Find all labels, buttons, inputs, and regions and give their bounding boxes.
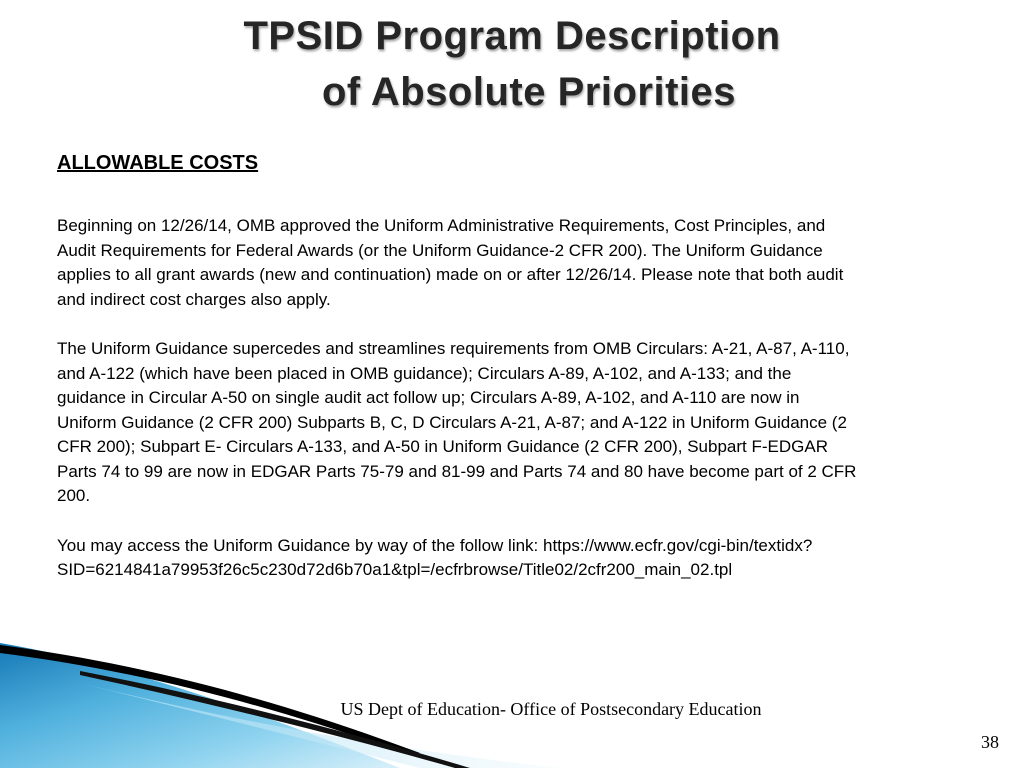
slide-body [57,150,857,608]
paragraph-effective-date: Beginning on 12/26/14, OMB approved the Uniform Administrative Requirements, Cost Principles, and Audit Requirements for Federal Awards (or the Uniform Guidance-2 CFR 200). The Uniform Guidance applies to all grant awards (new and continuation) made on or after 12/26/14. Please note that both audit and indirect cost charges also apply. [57,216,844,309]
section-heading: ALLOWABLE COSTS [57,152,259,174]
paragraph-access-link[interactable]: You may access the Uniform Guidance by way of the follow link: https://www.ecfr.gov/cgi-bin/textidx?SID=6214841a79953f26c5c230d72d6b70a1&tpl=/ecfrbrowse/Title02/2cfr200_main_02.tpl [57,535,813,579]
slide-title-line-2: of Absolute Priorities [321,70,736,114]
slide-title-line-1: TPSID Program Description [243,14,781,58]
page-number: 38 [981,732,999,752]
paragraph-supersedes-circulars: The Uniform Guidance supercedes and streamlines requirements from OMB Circulars: A-21, A-87, A-110, and A-122 (which have been placed in OMB guidance); Circulars A-89, A-102, and A-133; and the guidance in Circular A-50 on single audit act follow up; Circulars A-89, A-102, and A-110 are now in Uniform Guidance (2 CFR 200) Subparts B, C, D Circulars A-21, A-87; and A-122 in Uniform Guidance (2 CFR 200); Subpart E- Circulars A-133, and A-50 in Uniform Guidance (2 CFR 200), Subpart F-EDGAR Parts 74 to 99 are now in EDGAR Parts 75-79 and 81-99 and Parts 74 and 80 have become part of 2 CFR 200. [57,339,857,505]
slide-title [0,8,1024,120]
footer-organization-label: US Dept of Education- Office of Postsecondary Education [340,699,762,719]
footer-organization [0,699,1024,720]
